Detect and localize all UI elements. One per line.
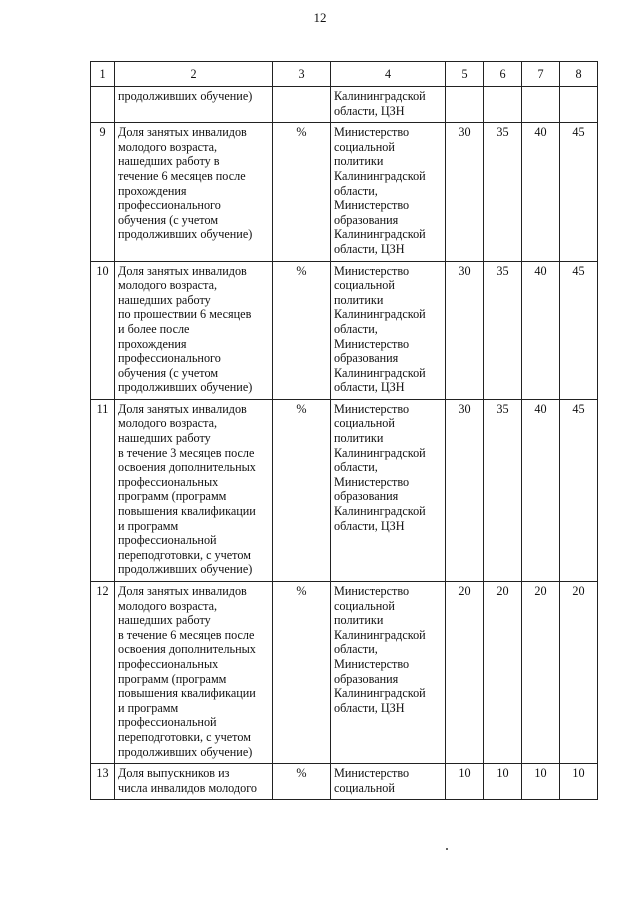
indicator-cell xyxy=(115,123,273,261)
table-row xyxy=(91,764,598,800)
indicator-line: обучения (с учетом xyxy=(118,365,219,380)
header-row xyxy=(91,62,598,87)
indicator-line: в течение 3 месяцев после xyxy=(118,445,255,460)
value-cell: 10 xyxy=(522,764,560,800)
indicator-line: нашедших работу в xyxy=(118,154,220,169)
responsible-line: политики xyxy=(334,154,384,169)
value-cell: 45 xyxy=(560,123,598,261)
responsible-line: области, ЦЗН xyxy=(334,103,405,118)
indicator-line: продолживших обучение) xyxy=(118,744,253,759)
indicator-cell xyxy=(115,764,273,800)
responsible-cell xyxy=(331,87,446,123)
responsible-line: социальной xyxy=(334,278,395,293)
responsible-line: политики xyxy=(334,292,384,307)
indicator-line: программ (программ xyxy=(118,489,227,504)
value-cell: 10 xyxy=(446,764,484,800)
indicator-cell xyxy=(115,582,273,764)
responsible-line: Министерство xyxy=(334,263,410,278)
responsible-cell xyxy=(331,123,446,261)
unit-cell: % xyxy=(273,123,331,261)
indicator-line: нашедших работу xyxy=(118,292,211,307)
indicator-line: прохождения xyxy=(118,183,187,198)
value-cell: 10 xyxy=(484,764,522,800)
indicator-line: профессиональной xyxy=(118,715,217,730)
unit-cell: % xyxy=(273,261,331,399)
row-number-cell: 12 xyxy=(91,582,115,764)
responsible-line: Министерство xyxy=(334,336,410,351)
value-cell xyxy=(484,87,522,123)
row-number-cell xyxy=(91,87,115,123)
indicators-table xyxy=(90,61,598,800)
indicator-line: обучения (с учетом xyxy=(118,212,219,227)
indicator-line: числа инвалидов молодого xyxy=(118,780,258,795)
table-row xyxy=(91,399,598,581)
indicator-line: повышения квалификации xyxy=(118,504,256,519)
indicator-line: нашедших работу xyxy=(118,613,211,628)
responsible-cell xyxy=(331,399,446,581)
unit-cell: % xyxy=(273,399,331,581)
indicator-line: продолживших обучение) xyxy=(118,227,253,242)
indicator-line: Доля выпускников из xyxy=(118,766,230,781)
responsible-line: области, xyxy=(334,321,378,336)
responsible-line: образования xyxy=(334,212,399,227)
responsible-line: Министерство xyxy=(334,401,410,416)
value-cell: 10 xyxy=(560,764,598,800)
indicator-line: программ (программ xyxy=(118,671,227,686)
indicator-cell xyxy=(115,261,273,399)
indicator-line: профессиональных xyxy=(118,474,219,489)
value-cell: 40 xyxy=(522,123,560,261)
indicator-line: молодого возраста, xyxy=(118,278,218,293)
value-cell: 40 xyxy=(522,261,560,399)
indicator-line: продолживших обучение) xyxy=(118,380,253,395)
responsible-line: Калининградской xyxy=(334,445,426,460)
value-cell: 45 xyxy=(560,399,598,581)
table-body xyxy=(91,62,598,800)
column-header: 6 xyxy=(484,62,522,87)
value-cell: 40 xyxy=(522,399,560,581)
column-header: 4 xyxy=(331,62,446,87)
row-number-cell: 10 xyxy=(91,261,115,399)
responsible-line: области, xyxy=(334,183,378,198)
value-cell: 45 xyxy=(560,261,598,399)
value-cell: 30 xyxy=(446,399,484,581)
responsible-line: области, xyxy=(334,460,378,475)
value-cell xyxy=(522,87,560,123)
row-number-cell: 11 xyxy=(91,399,115,581)
value-cell xyxy=(560,87,598,123)
responsible-cell xyxy=(331,261,446,399)
indicator-line: Доля занятых инвалидов xyxy=(118,125,247,140)
unit-cell xyxy=(273,87,331,123)
responsible-line: области, ЦЗН xyxy=(334,241,405,256)
indicator-line: молодого возраста, xyxy=(118,139,218,154)
indicator-line: прохождения xyxy=(118,336,187,351)
value-cell: 20 xyxy=(484,582,522,764)
responsible-line: Калининградской xyxy=(334,627,426,642)
value-cell xyxy=(446,87,484,123)
responsible-line: Министерство xyxy=(334,656,410,671)
table-row xyxy=(91,582,598,764)
value-cell: 35 xyxy=(484,123,522,261)
value-cell: 20 xyxy=(446,582,484,764)
responsible-line: области, ЦЗН xyxy=(334,700,405,715)
indicator-line: молодого возраста, xyxy=(118,416,218,431)
indicator-line: по прошествии 6 месяцев xyxy=(118,307,252,322)
indicator-line: профессионального xyxy=(118,198,221,213)
responsible-line: Калининградской xyxy=(334,89,426,103)
value-cell: 30 xyxy=(446,123,484,261)
responsible-line: социальной xyxy=(334,598,395,613)
responsible-line: социальной xyxy=(334,416,395,431)
column-header: 8 xyxy=(560,62,598,87)
responsible-line: области, ЦЗН xyxy=(334,518,405,533)
indicator-line: молодого возраста, xyxy=(118,598,218,613)
responsible-line: Калининградской xyxy=(334,504,426,519)
continuation-row xyxy=(91,87,598,123)
table-row xyxy=(91,261,598,399)
value-cell: 20 xyxy=(522,582,560,764)
column-header: 7 xyxy=(522,62,560,87)
responsible-cell xyxy=(331,764,446,800)
column-header: 2 xyxy=(115,62,273,87)
responsible-line: Калининградской xyxy=(334,307,426,322)
indicator-line: переподготовки, с учетом xyxy=(118,547,251,562)
responsible-line: Калининградской xyxy=(334,168,426,183)
indicator-line: продолживших обучение) xyxy=(118,89,253,103)
unit-cell: % xyxy=(273,764,331,800)
responsible-line: образования xyxy=(334,671,399,686)
indicator-line: Доля занятых инвалидов xyxy=(118,584,247,598)
indicator-line: течение 6 месяцев после xyxy=(118,168,246,183)
responsible-line: Министерство xyxy=(334,766,410,781)
indicator-line: в течение 6 месяцев после xyxy=(118,627,255,642)
responsible-line: социальной xyxy=(334,780,395,795)
indicator-line: продолживших обучение) xyxy=(118,562,253,577)
value-cell: 20 xyxy=(560,582,598,764)
indicator-line: профессионального xyxy=(118,351,221,366)
column-header: 1 xyxy=(91,62,115,87)
responsible-line: области, xyxy=(334,642,378,657)
responsible-cell xyxy=(331,582,446,764)
indicator-line: повышения квалификации xyxy=(118,686,256,701)
responsible-line: Министерство xyxy=(334,125,410,140)
value-cell: 35 xyxy=(484,261,522,399)
responsible-line: политики xyxy=(334,431,384,446)
indicator-line: нашедших работу xyxy=(118,431,211,446)
row-number-cell: 13 xyxy=(91,764,115,800)
table-row xyxy=(91,123,598,261)
indicator-line: профессиональных xyxy=(118,656,219,671)
indicator-line: и более после xyxy=(118,321,190,336)
indicator-cell xyxy=(115,87,273,123)
value-cell: 35 xyxy=(484,399,522,581)
indicator-line: и программ xyxy=(118,518,179,533)
row-number-cell: 9 xyxy=(91,123,115,261)
responsible-line: Министерство xyxy=(334,584,410,598)
indicator-line: профессиональной xyxy=(118,533,217,548)
responsible-line: социальной xyxy=(334,139,395,154)
responsible-line: Калининградской xyxy=(334,686,426,701)
indicator-cell xyxy=(115,399,273,581)
indicator-line: и программ xyxy=(118,700,179,715)
scan-speck xyxy=(446,848,448,850)
column-header: 3 xyxy=(273,62,331,87)
responsible-line: Калининградской xyxy=(334,227,426,242)
unit-cell: % xyxy=(273,582,331,764)
responsible-line: области, ЦЗН xyxy=(334,380,405,395)
indicator-line: переподготовки, с учетом xyxy=(118,729,251,744)
responsible-line: образования xyxy=(334,351,399,366)
value-cell: 30 xyxy=(446,261,484,399)
column-header: 5 xyxy=(446,62,484,87)
indicator-line: освоения дополнительных xyxy=(118,642,256,657)
responsible-line: Министерство xyxy=(334,474,410,489)
indicator-line: Доля занятых инвалидов xyxy=(118,401,247,416)
indicator-line: Доля занятых инвалидов xyxy=(118,263,247,278)
responsible-line: политики xyxy=(334,613,384,628)
indicator-line: освоения дополнительных xyxy=(118,460,256,475)
responsible-line: Министерство xyxy=(334,198,410,213)
responsible-line: образования xyxy=(334,489,399,504)
page-number: 12 xyxy=(313,10,327,25)
responsible-line: Калининградской xyxy=(334,365,426,380)
